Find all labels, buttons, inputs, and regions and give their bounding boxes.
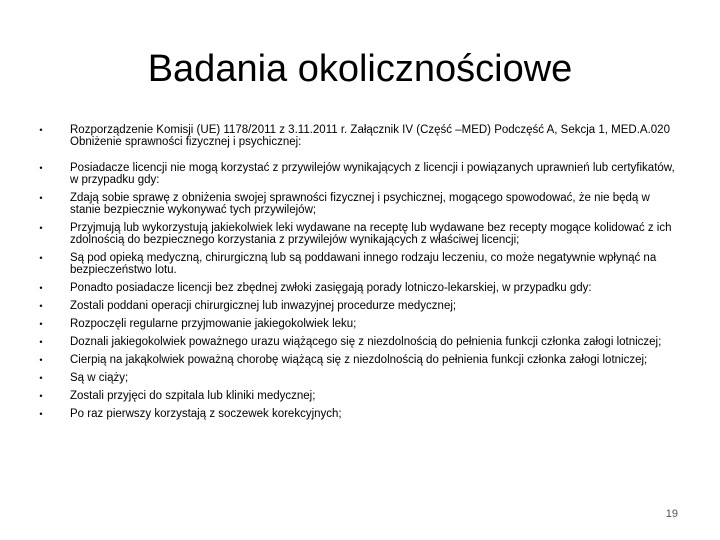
bullet-icon: • (39, 337, 43, 347)
list-item-text: Posiadacze licencji nie mogą korzystać z przywilejów wynikających z licencji i powiązanych uprawnień lub certyfikatów, w przypadku gdy: (70, 162, 675, 186)
bullet-icon: • (39, 253, 43, 263)
bullet-icon: • (39, 409, 43, 419)
list-item (36, 300, 676, 312)
list-item (36, 282, 676, 294)
page-number: 19 (665, 508, 678, 520)
list-item-text: Przyjmują lub wykorzystują jakiekolwiek leki wydawane na receptę lub wydawane bez recepty mogące kolidować z ich zdolnością do bezpiecznego korzystania z przywilejów wynikających z właściwej licencji; (70, 222, 672, 246)
list-item-text: Są pod opieką medyczną, chirurgiczną lub są poddawani innego rodzaju leczeniu, co może negatywnie wpłynąć na bezpieczeństwo lotu. (70, 252, 657, 276)
list-item (36, 252, 676, 276)
list-item-text: Po raz pierwszy korzystają z soczewek korekcyjnych; (70, 408, 342, 420)
bullet-icon: • (39, 391, 43, 401)
list-item-text: Są w ciąży; (70, 372, 129, 384)
bullet-icon: • (39, 283, 43, 293)
list-item (36, 390, 676, 402)
list-item-text: Zostali przyjęci do szpitala lub kliniki medycznej; (70, 390, 316, 402)
list-item-text: Zdają sobie sprawę z obniżenia swojej sprawności fizycznej i psychicznej, mogącego spowodować, że nie będą w stanie bezpiecznie wykonywać tych przywilejów; (70, 192, 650, 216)
bullet-icon: • (39, 223, 43, 233)
list-item-text: Rozporządzenie Komisji (UE) 1178/2011 z 3.11.2011 r. Załącznik IV (Część –MED) Podczęść A, Sekcja 1, MED.A.020 Obniżenie sprawności fizycznej i psychicznej: (70, 124, 670, 148)
list-item (36, 336, 676, 348)
list-item-text: Doznali jakiegokolwiek poważnego urazu wiążącego się z niezdolnością do pełnienia funkcji członka załogi lotniczej; (70, 336, 662, 348)
list-item (36, 372, 676, 384)
list-item (36, 222, 676, 246)
list-item (36, 318, 676, 330)
list-item (36, 162, 676, 186)
list-item (36, 408, 676, 420)
list-item-text: Ponadto posiadacze licencji bez zbędnej zwłoki zasięgają porady lotniczo-lekarskiej, w przypadku gdy: (70, 282, 592, 294)
bullet-icon: • (39, 301, 43, 311)
list-item-text: Zostali poddani operacji chirurgicznej lub inwazyjnej procedurze medycznej; (70, 300, 457, 312)
slide-title: Badania okolicznościowe (147, 48, 573, 90)
bullet-icon: • (39, 163, 43, 173)
list-item-intro (36, 124, 676, 148)
bullet-list (36, 124, 676, 420)
list-item-text: Cierpią na jakąkolwiek poważną chorobę wiążącą się z niezdolnością do pełnienia funkcji członka załogi lotniczej; (70, 354, 648, 366)
list-item (36, 192, 676, 216)
list-item (36, 354, 676, 366)
bullet-icon: • (39, 193, 43, 203)
bullet-icon: • (39, 355, 43, 365)
bullet-icon: • (39, 125, 43, 135)
bullet-icon: • (39, 319, 43, 329)
list-item-text: Rozpoczęli regularne przyjmowanie jakiegokolwiek leku; (70, 318, 357, 330)
bullet-icon: • (39, 373, 43, 383)
